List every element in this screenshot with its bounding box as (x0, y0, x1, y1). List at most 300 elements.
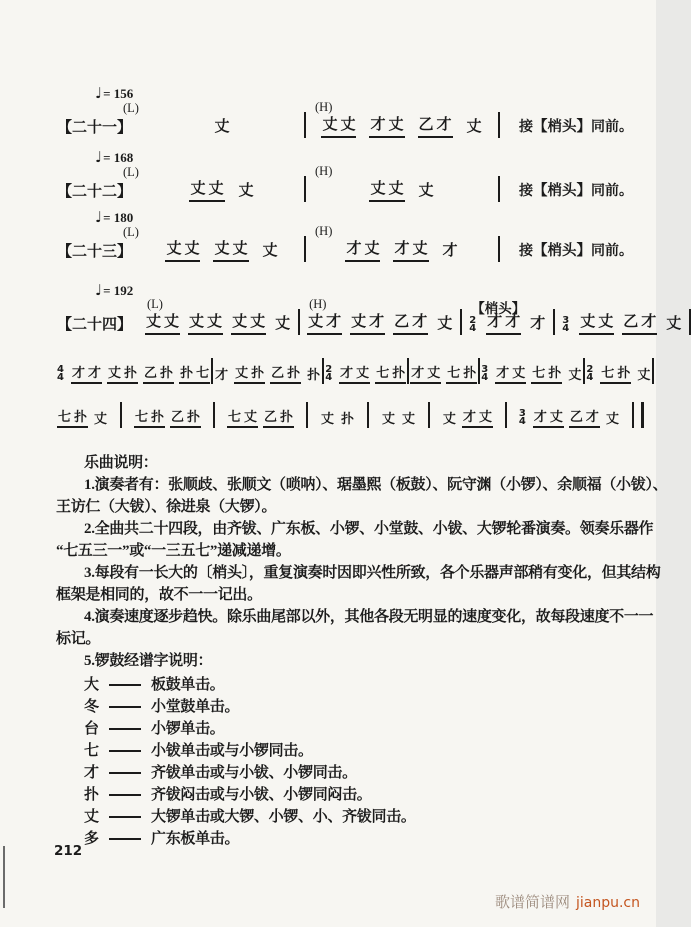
score-note: 丈 (166, 241, 182, 257)
score-note: 七 (376, 365, 390, 380)
barline (322, 358, 324, 384)
quarter-note-icon: ♩ (95, 208, 103, 226)
time-signature-denominator: 4 (469, 323, 477, 334)
suffix-pre: 接 (519, 120, 533, 135)
measure (481, 365, 582, 384)
paragraph-line: 2.全曲共二十四段，由齐钹、广东板、小锣、小堂鼓、小钹、大锣轮番演奏。领奏乐器作 (84, 521, 654, 537)
note-group (321, 117, 356, 138)
score-note: 七 (134, 409, 148, 424)
time-signature-denominator: 4 (518, 416, 526, 427)
barline (304, 236, 306, 262)
glossary-dash (109, 750, 141, 752)
glossary-description: 小锣单击。 (151, 721, 225, 737)
barline (498, 112, 500, 138)
double-barline (632, 402, 644, 428)
glossary-dash (109, 706, 141, 708)
score-line (57, 224, 656, 262)
note-group (107, 365, 138, 384)
glossary-description: 广东板单击。 (151, 831, 240, 847)
note-group (320, 411, 335, 428)
glossary-item (84, 762, 655, 784)
notes-row (134, 409, 201, 428)
score-note: 才 (487, 314, 503, 330)
notes-row (320, 411, 355, 428)
barline (304, 112, 306, 138)
note-group (189, 181, 224, 202)
measure-marker (143, 164, 301, 181)
time-signature-numerator: 3 (518, 408, 526, 419)
barline (652, 358, 654, 384)
score-note: 才 (369, 314, 385, 330)
score-note: 扑 (151, 409, 165, 424)
glossary-item (84, 740, 655, 762)
paragraph-line: 王访仁（大钹）、徐进泉（大锣）。 (56, 499, 277, 515)
note-group (270, 365, 301, 384)
score-note: 乙 (569, 409, 583, 424)
score-note: 才 (462, 409, 476, 424)
note-group (57, 409, 88, 428)
measure-marker: (H) (309, 297, 327, 311)
explanation-paragraphs (56, 474, 668, 672)
note-group (306, 367, 321, 384)
glossary-item (84, 784, 655, 806)
score-note: 扑 (392, 365, 406, 380)
section-label: 【二十四】 (57, 317, 133, 333)
notes-row (381, 411, 416, 428)
score-note: 丈 (437, 316, 453, 332)
suffix-title: 【梢头】 (533, 119, 591, 135)
score-line (57, 164, 656, 202)
glossary-description: 齐钹闷击或与小钹、小锣同闷击。 (151, 787, 372, 803)
score-area (0, 0, 682, 450)
watermark (495, 891, 640, 912)
notes-row (309, 241, 495, 262)
note-group (145, 314, 180, 335)
note-group (179, 365, 210, 384)
measure (143, 164, 301, 202)
time-signature (481, 366, 488, 384)
score-note: 才 (585, 409, 599, 424)
scan-artifact-line (3, 846, 5, 908)
notes-row (227, 409, 294, 428)
measure (214, 365, 321, 384)
tempo-value: = 156 (103, 86, 134, 101)
score-note: 扑 (187, 409, 201, 424)
quarter-note-icon: ♩ (95, 148, 103, 166)
score-note: 七 (601, 365, 615, 380)
score-note: 七 (58, 409, 72, 424)
measure (303, 297, 457, 335)
note-group (340, 411, 355, 428)
time-signature-denominator: 4 (325, 372, 333, 383)
note-group (238, 183, 255, 202)
barline (298, 309, 300, 335)
score-note: 丈 (207, 314, 223, 330)
notes-row (303, 314, 457, 335)
note-group (569, 409, 600, 428)
score-note: 扑 (74, 409, 88, 424)
note-group (605, 411, 620, 428)
score-note: 丈 (388, 181, 404, 197)
barline (407, 358, 409, 384)
barline (120, 402, 122, 428)
score-note: 才 (641, 314, 657, 330)
score-note: 丈 (108, 365, 122, 380)
barline (553, 309, 555, 335)
note-group (213, 241, 248, 262)
score-note: 丈 (244, 409, 258, 424)
score-section-24 (57, 281, 682, 339)
continuation-note (519, 239, 633, 262)
time-signature-denominator: 4 (586, 372, 594, 383)
time-signature (519, 410, 526, 428)
score-note: 丈 (146, 314, 162, 330)
note-group (381, 411, 396, 428)
score-note: 丈 (351, 314, 367, 330)
note-group (375, 365, 406, 384)
note-group (262, 243, 279, 262)
score-note: 丈 (580, 314, 596, 330)
time-signature-denominator: 4 (481, 372, 489, 383)
score-note: 扑 (251, 365, 265, 380)
paragraph-line: 3.每段有一长大的〔梢头〕，重复演奏时因即兴性所致，各个乐器声部稍有变化，但其结构 (84, 565, 661, 581)
glossary-item (84, 806, 655, 828)
watermark-site-name: 歌谱简谱网 (494, 895, 570, 911)
measure (442, 409, 493, 428)
score-note: 丈 (466, 119, 482, 135)
note-group (307, 314, 342, 335)
notation-glossary (56, 674, 655, 850)
score-note: 丈 (164, 314, 180, 330)
measure (227, 409, 294, 428)
low-marker: (L) (123, 101, 139, 115)
note-group (533, 409, 564, 428)
note-group (529, 316, 546, 335)
paragraph-line: 5.锣鼓经谱字说明： (84, 653, 213, 669)
note-group (369, 117, 404, 138)
measure-marker: (H) (315, 100, 333, 114)
glossary-symbol: 冬 (84, 699, 99, 715)
barline (367, 402, 369, 428)
measure (309, 164, 495, 202)
score-note: 丈 (250, 314, 266, 330)
explanation-block (56, 452, 668, 850)
note-group (93, 411, 108, 428)
score-note: 丈 (418, 183, 434, 199)
score-note: 才 (71, 365, 85, 380)
score-note: 才 (340, 365, 354, 380)
measure (586, 365, 651, 384)
section-label: 【二十三】 (57, 244, 133, 260)
notes-row (309, 117, 495, 138)
note-group (234, 365, 265, 384)
measure-marker: 【梢头】 (471, 301, 526, 316)
measure-marker (558, 297, 686, 314)
note-group (231, 314, 266, 335)
measure (57, 409, 108, 428)
score-note: 七 (196, 365, 210, 380)
score-note: 丈 (512, 365, 526, 380)
note-group (442, 411, 457, 428)
note-group (263, 409, 294, 428)
measure (465, 297, 550, 335)
time-signature (586, 366, 593, 384)
score-note: 丈 (442, 411, 456, 426)
glossary-symbol: 才 (84, 765, 99, 781)
measure (410, 365, 477, 384)
score-note: 才 (530, 316, 546, 332)
score-line (57, 100, 656, 138)
glossary-symbol: 丈 (84, 809, 99, 825)
suffix-pre: 接 (519, 244, 533, 259)
suffix-title: 【梢头】 (533, 243, 591, 259)
barline (583, 358, 585, 384)
notes-row (143, 241, 301, 262)
score-note: 乙 (418, 117, 434, 133)
notes-row (325, 365, 406, 384)
barline (505, 402, 507, 428)
note-group (214, 367, 229, 384)
score-note: 才 (394, 241, 410, 257)
time-signature-numerator: 3 (481, 364, 489, 375)
glossary-description: 齐钹单击或与小钹、小锣同击。 (151, 765, 357, 781)
score-note: 扑 (160, 365, 174, 380)
score-row-3 (57, 402, 645, 428)
suffix-pre: 接 (519, 184, 533, 199)
paragraph-line: “七五三一”或“一三五七”递减递增。 (56, 543, 291, 559)
score-note: 才 (411, 365, 425, 380)
measure (143, 102, 301, 138)
score-note: 才 (346, 241, 362, 257)
glossary-item (84, 828, 655, 850)
measure (325, 365, 406, 384)
paragraph-line: 4.演奏速度逐步趋快。除乐曲尾部以外，其他各段无明显的速度变化，故每段速度不一一 (84, 609, 654, 625)
note-group (579, 314, 614, 335)
time-signature-numerator: 2 (325, 364, 333, 375)
glossary-symbol: 七 (84, 743, 99, 759)
notes-row (141, 314, 295, 335)
measure (143, 224, 301, 262)
score-note: 丈 (412, 241, 428, 257)
glossary-symbol: 扑 (84, 787, 99, 803)
score-note: 才 (496, 365, 510, 380)
score-note: 才 (412, 314, 428, 330)
note-group (345, 241, 380, 262)
score-note: 扑 (341, 411, 355, 426)
time-signature (325, 366, 332, 384)
score-note: 乙 (264, 409, 278, 424)
score-note: 才 (505, 314, 521, 330)
glossary-symbol: 大 (84, 677, 99, 693)
score-note: 丈 (478, 409, 492, 424)
score-row-2 (57, 358, 651, 384)
notes-row (465, 314, 550, 335)
score-note: 丈 (381, 411, 395, 426)
notes-row (143, 181, 301, 202)
score-note: 乙 (623, 314, 639, 330)
score-note: 才 (533, 409, 547, 424)
score-note: 扑 (548, 365, 562, 380)
notes-row (143, 119, 301, 138)
quarter-note-icon: ♩ (95, 281, 103, 299)
note-group (188, 314, 223, 335)
glossary-dash (109, 794, 141, 796)
glossary-item (84, 718, 655, 740)
barline (498, 236, 500, 262)
score-note: 七 (447, 365, 461, 380)
barline (304, 176, 306, 202)
score-note: 丈 (666, 316, 682, 332)
score-note: 才 (87, 365, 101, 380)
measure (57, 365, 210, 384)
time-signature-numerator: 4 (57, 364, 64, 375)
measure (381, 411, 416, 428)
score-note: 丈 (370, 181, 386, 197)
score-note: 丈 (235, 365, 249, 380)
continuation-note (519, 179, 633, 202)
note-group (170, 409, 201, 428)
time-signature-denominator: 4 (57, 372, 64, 383)
note-group (442, 243, 459, 262)
measure (134, 409, 201, 428)
score-note: 扑 (280, 409, 294, 424)
score-note: 扑 (307, 367, 321, 382)
glossary-symbol: 台 (84, 721, 99, 737)
notes-row (410, 365, 477, 384)
time-signature (57, 366, 64, 384)
score-note: 七 (227, 409, 241, 424)
note-group (213, 119, 230, 138)
time-signature-numerator: 3 (562, 315, 570, 326)
note-group (143, 365, 174, 384)
time-signature-denominator: 4 (562, 323, 570, 334)
score-section-23 (57, 210, 656, 266)
page-number: 212 (54, 843, 83, 859)
note-group (665, 316, 682, 335)
score-note: 丈 (275, 316, 291, 332)
note-group (71, 365, 102, 384)
notes-row (309, 181, 495, 202)
score-note: 丈 (388, 117, 404, 133)
score-note: 才 (215, 367, 229, 382)
suffix-post: 同前。 (591, 184, 633, 199)
score-note: 才 (370, 117, 386, 133)
glossary-dash (109, 838, 141, 840)
tempo-value: = 192 (103, 283, 134, 298)
score-note: 丈 (184, 241, 200, 257)
score-note: 丈 (262, 243, 278, 259)
paragraph-line: 1.演奏者有：张顺歧、张顺文（唢呐）、琚墨熙（板鼓）、阮守渊（小锣）、余顺福（小钹）、 (84, 477, 668, 493)
note-group (401, 411, 416, 428)
note-group (567, 367, 582, 384)
note-group (436, 316, 453, 335)
score-note: 丈 (308, 314, 324, 330)
glossary-symbol: 多 (84, 831, 99, 847)
measure-marker: (L) (147, 297, 163, 311)
barline (478, 358, 480, 384)
glossary-item (84, 674, 655, 696)
score-note: 乙 (171, 409, 185, 424)
measure (558, 297, 686, 335)
tempo-value: = 180 (103, 210, 134, 225)
score-note: 丈 (549, 409, 563, 424)
glossary-description: 小钹单击或与小锣同击。 (151, 743, 313, 759)
low-marker: (L) (123, 165, 139, 179)
suffix-post: 同前。 (591, 120, 633, 135)
score-section-22 (57, 150, 656, 206)
barline (428, 402, 430, 428)
glossary-dash (109, 684, 141, 686)
score-note: 才 (436, 117, 452, 133)
score-line (57, 297, 682, 335)
score-note: 乙 (394, 314, 410, 330)
score-note: 丈 (94, 411, 108, 426)
explanation-heading: 乐曲说明： (84, 455, 158, 471)
low-marker: (L) (123, 225, 139, 239)
score-note: 丈 (401, 411, 415, 426)
note-group (165, 241, 200, 262)
quarter-note-icon: ♩ (95, 84, 103, 102)
barline (306, 402, 308, 428)
score-note: 丈 (232, 241, 248, 257)
note-group (369, 181, 404, 202)
measure (519, 409, 620, 428)
barline (213, 402, 215, 428)
note-group (393, 241, 428, 262)
note-group (600, 365, 631, 384)
note-group (410, 365, 441, 384)
note-group (134, 409, 165, 428)
score-note: 丈 (568, 367, 582, 382)
score-section-21 (57, 86, 656, 142)
score-note: 丈 (190, 181, 206, 197)
score-note: 丈 (322, 117, 338, 133)
note-group (350, 314, 385, 335)
paragraph-line: 框架是相同的，故不一一记出。 (56, 587, 262, 603)
watermark-link[interactable]: jianpu.cn (575, 895, 640, 911)
glossary-dash (109, 816, 141, 818)
score-note: 乙 (144, 365, 158, 380)
glossary-dash (109, 728, 141, 730)
notes-row (442, 409, 493, 428)
note-group (227, 409, 258, 428)
glossary-description: 小堂鼓单击。 (151, 699, 240, 715)
notes-row (57, 365, 210, 384)
barline (460, 309, 462, 335)
note-group (393, 314, 428, 335)
measure (141, 297, 295, 335)
note-group (418, 183, 435, 202)
note-group (446, 365, 477, 384)
score-note: 丈 (320, 411, 334, 426)
score-note: 丈 (232, 314, 248, 330)
score-note: 丈 (356, 365, 370, 380)
score-note: 丈 (208, 181, 224, 197)
note-group (339, 365, 370, 384)
score-note: 丈 (214, 119, 230, 135)
glossary-item (84, 696, 655, 718)
notes-row (558, 314, 686, 335)
score-note: 扑 (180, 365, 194, 380)
notes-row (57, 409, 108, 428)
suffix-post: 同前。 (591, 244, 633, 259)
time-signature (562, 317, 569, 335)
measure-marker (143, 102, 301, 119)
barline (498, 176, 500, 202)
section-label: 【二十二】 (57, 184, 133, 200)
note-group (274, 316, 291, 335)
score-note: 丈 (189, 314, 205, 330)
